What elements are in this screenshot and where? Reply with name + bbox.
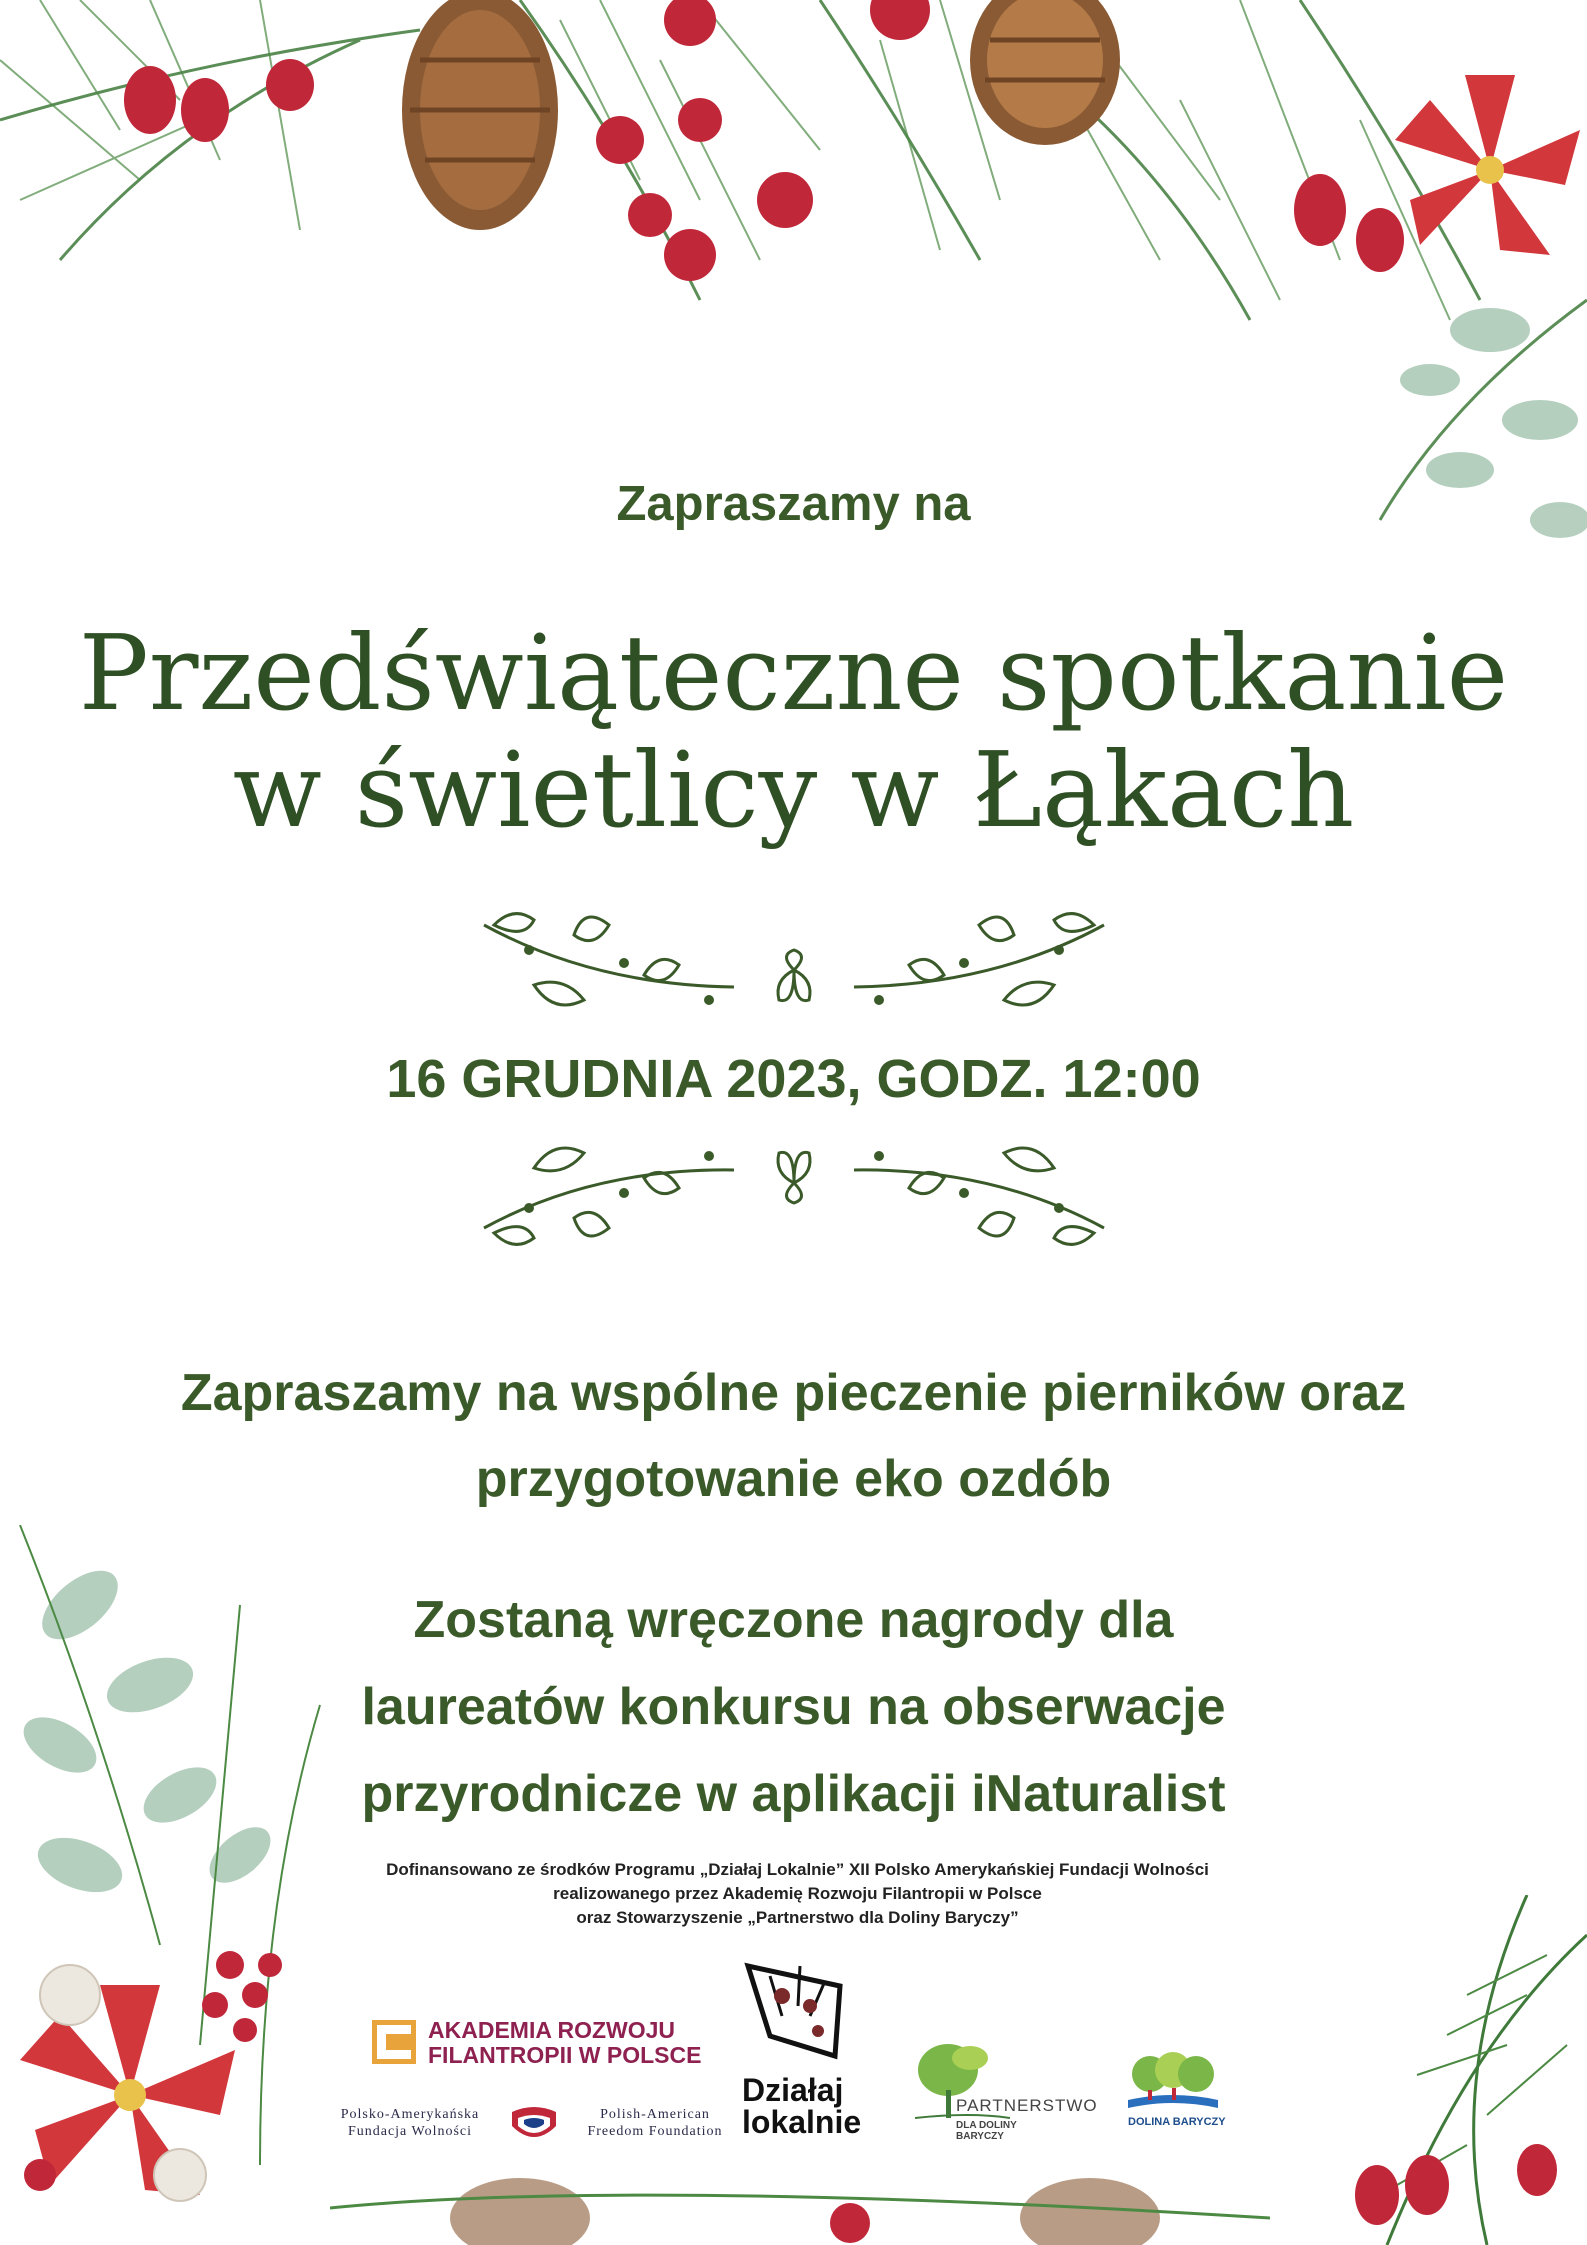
awards-description — [0, 1577, 1587, 1838]
sponsor-logos-panel — [330, 1942, 1270, 2178]
leaf-divider-icon — [474, 905, 1114, 1020]
dolina-baryczy-logo — [1122, 2052, 1242, 2142]
awards-line-1: Zostaną wręczone nagrody dla — [413, 1591, 1174, 1649]
funding-line-3: oraz Stowarzyszenie „Partnerstwo dla Doliny Baryczy” — [576, 1908, 1019, 1927]
pafw-pl-line-2: Fundacja Wolności — [347, 2124, 473, 2139]
intro-text: Zapraszamy na — [616, 477, 971, 531]
bottom-strip-decoration — [330, 2178, 1270, 2245]
pafw-logo — [330, 2104, 750, 2144]
partnerstwo-logo — [910, 2040, 1098, 2150]
arf-logo — [372, 2017, 702, 2068]
leaf-divider-icon — [474, 1138, 1114, 1253]
event-title-line-2: w świetlicy w Łąkach — [232, 729, 1355, 851]
funding-line-2: realizowanego przez Akademię Rozwoju Filantropii w Polsce — [553, 1884, 1042, 1903]
arf-name-line-1: AKADEMIA ROZWOJU — [428, 2017, 676, 2043]
dzialaj-lokalnie-logo — [740, 1942, 860, 2178]
dolina-baryczy-trees-icon — [1128, 2052, 1218, 2112]
pafw-flag-icon — [508, 2104, 560, 2144]
pafw-en-line-1: Polish-American — [600, 2107, 710, 2122]
poinsettia-flower-icon — [1395, 75, 1580, 255]
activity-description — [0, 1350, 1587, 1522]
red-berry-icon — [124, 0, 1404, 281]
event-date: 16 GRUDNIA 2023, GODZ. 12:00 — [386, 1049, 1201, 1109]
dzialaj-lokalnie-line-2: lokalnie — [742, 2104, 862, 2140]
pine-cone-icon — [970, 0, 1120, 145]
dzialaj-lokalnie-line-1: Działaj — [742, 2072, 844, 2108]
pafw-en-line-2: Freedom Foundation — [587, 2124, 723, 2139]
funding-line-1: Dofinansowano ze środków Programu „Działaj Lokalnie” XII Polsko Amerykańskiej Fundacji Wolności — [386, 1860, 1209, 1879]
pafw-pl-line-1: Polsko-Amerykańska — [340, 2107, 480, 2122]
dzialaj-lokalnie-mark-icon — [740, 1946, 850, 2066]
partnerstwo-subname: DLA DOLINY BARYCZY — [956, 2120, 1017, 2142]
bottom-right-pine-decoration — [1267, 1895, 1587, 2245]
event-title — [0, 612, 1587, 851]
activity-line-2: przygotowanie eko ozdób — [475, 1450, 1112, 1508]
awards-line-3: przyrodnicze w aplikacji iNaturalist — [361, 1765, 1226, 1823]
arf-name-line-2: FILANTROPII W POLSCE — [428, 2042, 702, 2068]
pine-cone-icon — [402, 0, 558, 230]
dolina-baryczy-name: DOLINA BARYCZY — [1128, 2116, 1226, 2128]
arf-mark-icon — [372, 2020, 416, 2064]
partnerstwo-name: PARTNERSTWO — [956, 2096, 1098, 2115]
red-berry-icon — [1355, 2144, 1557, 2225]
funding-note — [330, 1858, 1265, 1930]
activity-line-1: Zapraszamy na wspólne pieczenie pierników oraz — [180, 1364, 1407, 1422]
event-title-line-1: Przedświąteczne spotkanie — [78, 612, 1509, 734]
awards-line-2: laureatów konkursu na obserwacje — [361, 1678, 1226, 1736]
